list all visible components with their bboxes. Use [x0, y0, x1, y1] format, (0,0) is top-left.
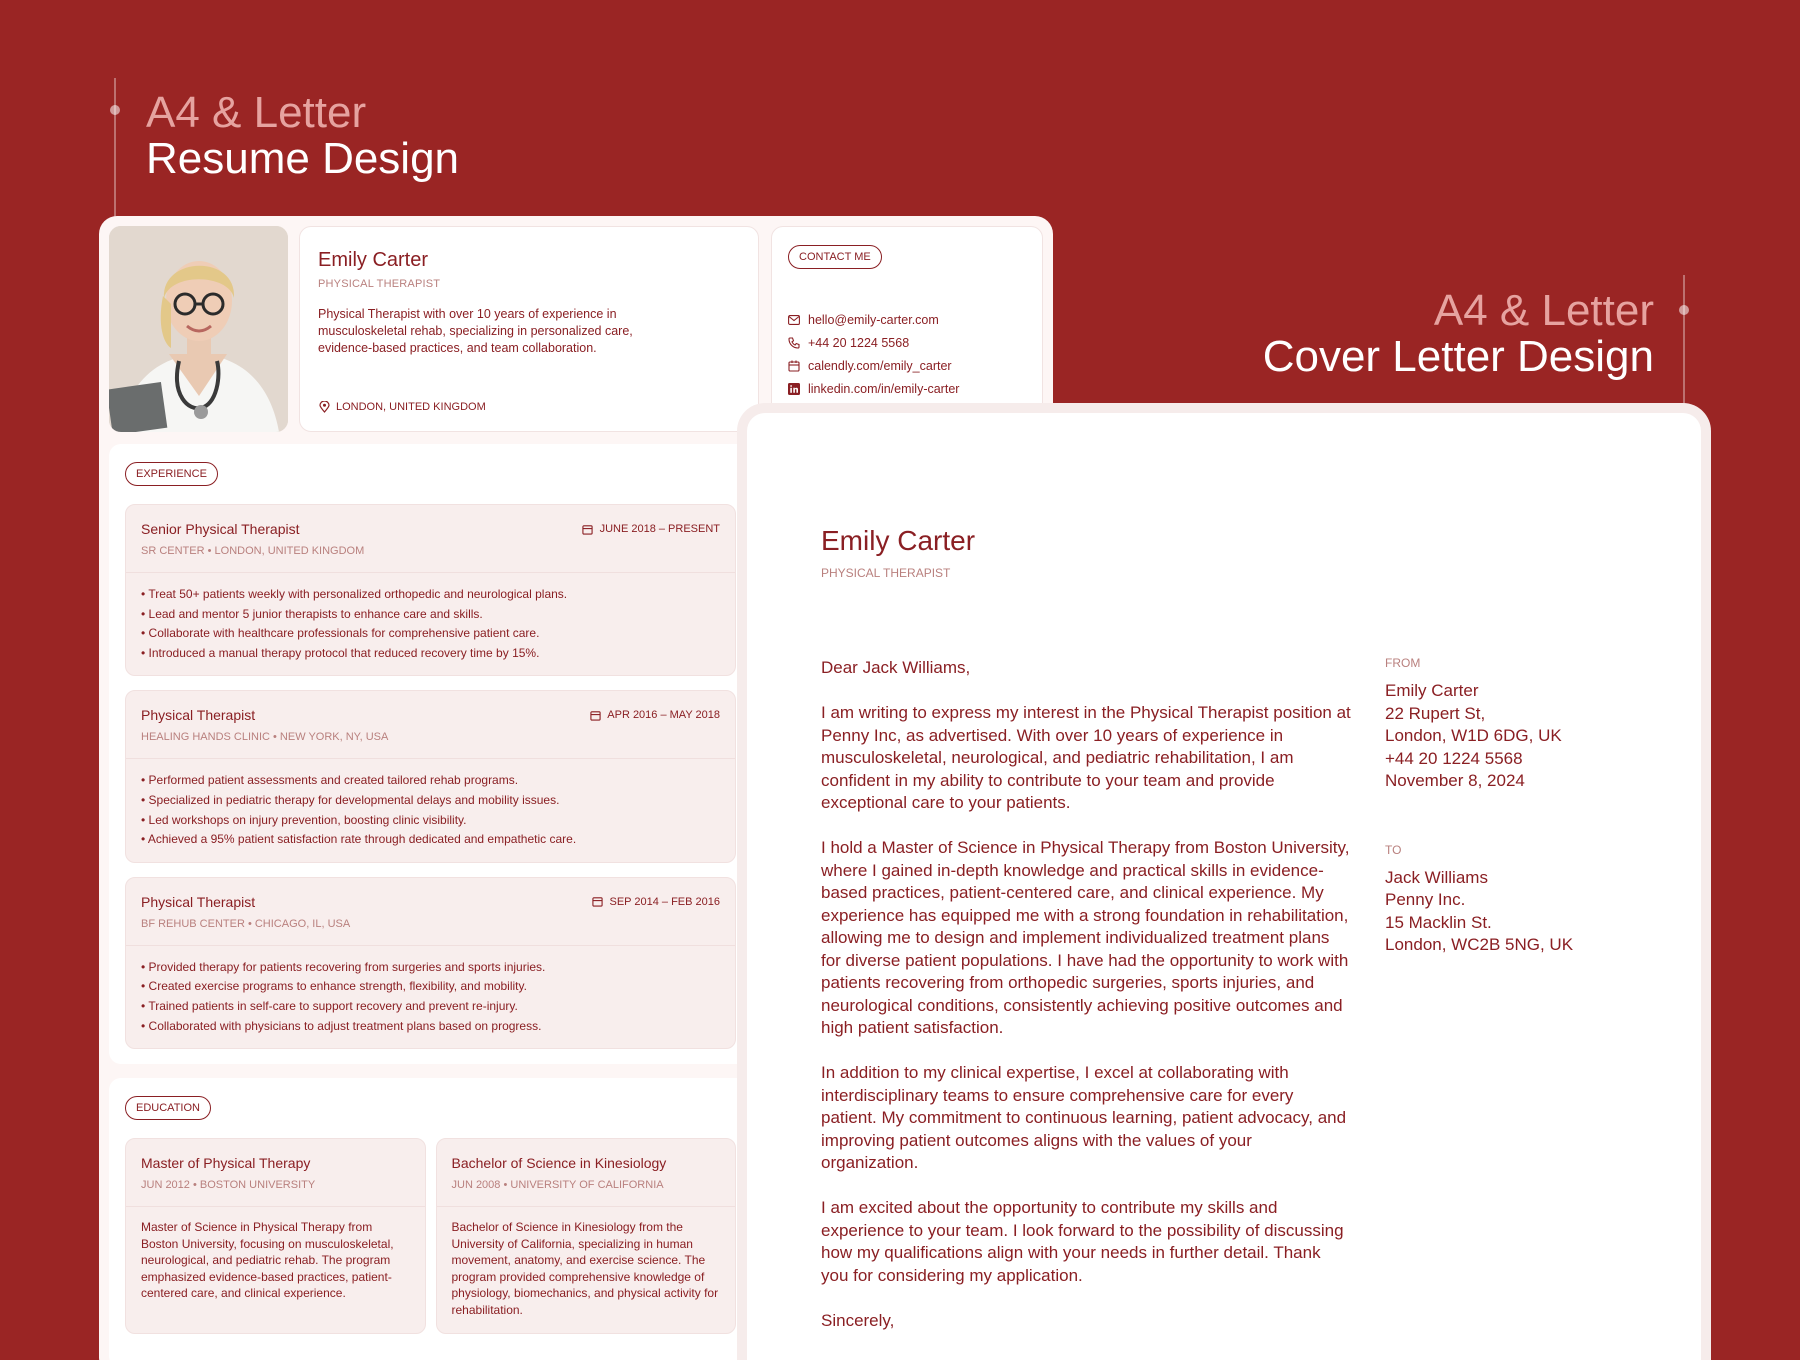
calendar-icon: [592, 896, 604, 908]
job-title: Senior Physical Therapist: [141, 521, 300, 537]
from-line: London, W1D 6DG, UK: [1385, 726, 1562, 745]
job-title: Physical Therapist: [141, 893, 256, 910]
job-bullets: [126, 573, 735, 675]
linkedin-icon: [788, 383, 800, 395]
bullet: • Led workshops on injury prevention, boosting clinic visibility.: [141, 812, 467, 827]
degree-title: Bachelor of Science in Kinesiology: [451, 1155, 667, 1171]
cover-header-big: Cover Letter Design: [1262, 332, 1654, 382]
job-bullets: [126, 946, 735, 1048]
letter-body: [821, 657, 1351, 1355]
phone-text: +44 20 1224 5568: [808, 336, 910, 350]
education-card: [436, 1138, 737, 1334]
from-label: FROM: [1385, 656, 1421, 670]
from-line: 22 Rupert St,: [1385, 703, 1486, 723]
from-line: Emily Carter: [1385, 681, 1479, 700]
calendar-icon: [589, 709, 601, 721]
job-subtitle: HEALING HANDS CLINIC • NEW YORK, NY, USA: [141, 731, 389, 744]
contact-phone[interactable]: [788, 336, 1026, 350]
contact-calendly[interactable]: [788, 359, 1026, 373]
letter-paragraph: I am writing to express my interest in the Physical Therapist position at Penny Inc, as advertised. With over 10 years of experience in musculoskeletal, neurological, and pediatric rehabilitation, I am confident in my ability to contribute to your team and provide exceptional care to your patients.: [821, 703, 1351, 812]
degree-description: Bachelor of Science in Kinesiology from the University of California, specializing in human movement, anatomy, and exercise science. The program provided comprehensive knowledge of physiology, biomechanics, and physical activity for rehabilitation.: [451, 1220, 719, 1317]
profile-photo: [109, 226, 288, 432]
cover-header: [1263, 288, 1654, 380]
resume-header-big: Resume Design: [146, 134, 460, 184]
email-text: hello@emily-carter.com: [808, 313, 939, 327]
resume-header: [146, 90, 459, 182]
bullet: • Introduced a manual therapy protocol that reduced recovery time by 15%.: [141, 645, 540, 660]
bullet: • Collaborate with healthcare professionals for comprehensive patient care.: [141, 626, 540, 641]
from-line: +44 20 1224 5568: [1385, 748, 1523, 768]
bullet: • Trained patients in self-care to support recovery and prevent re-injury.: [141, 998, 518, 1013]
bullet: • Collaborated with physicians to adjust treatment plans based on progress.: [141, 1018, 542, 1033]
from-line: November 8, 2024: [1385, 771, 1525, 790]
cover-name: Emily Carter: [821, 525, 976, 556]
contact-label: CONTACT ME: [788, 245, 882, 269]
address-block: [1385, 656, 1645, 957]
contact-card: [771, 226, 1043, 432]
bullet: • Lead and mentor 5 junior therapists to enhance care and skills.: [141, 606, 483, 621]
mail-icon: [788, 314, 800, 326]
letter-paragraph: I am excited about the opportunity to contribute my skills and experience to your team. I look forward to the possibility of discussing how my qualifications align with your needs in further detail. Thank you for considering my application.: [821, 1198, 1344, 1285]
contact-email[interactable]: [788, 313, 1026, 327]
resume-location: [318, 401, 486, 413]
resume-header-line: [114, 78, 116, 218]
job-date-text: APR 2016 – MAY 2018: [607, 709, 720, 722]
degree-title: Master of Physical Therapy: [141, 1155, 311, 1171]
location-text: LONDON, UNITED KINGDOM: [336, 401, 486, 413]
job-date-text: JUNE 2018 – PRESENT: [599, 523, 720, 535]
education-label: EDUCATION: [125, 1096, 211, 1120]
calendar-icon: [582, 523, 594, 535]
to-line: London, WC2B 5NG, UK: [1385, 935, 1574, 954]
bullet: • Treat 50+ patients weekly with personalized orthopedic and neurological plans.: [141, 587, 568, 601]
bullet: • Achieved a 95% patient satisfaction rate through dedicated and empathetic care.: [141, 832, 577, 847]
cover-role: PHYSICAL THERAPIST: [821, 566, 951, 580]
experience-label: EXPERIENCE: [125, 462, 218, 486]
job-card: [125, 504, 736, 676]
location-pin-icon: [318, 401, 330, 413]
calendly-text: calendly.com/emily_carter: [808, 359, 952, 373]
to-line: Jack Williams: [1385, 867, 1488, 887]
resume-role: PHYSICAL THERAPIST: [318, 278, 441, 290]
phone-icon: [788, 337, 800, 349]
to-line: Penny Inc.: [1385, 890, 1466, 909]
letter-greeting: Dear Jack Williams,: [821, 658, 971, 677]
letter-closing: Sincerely,: [821, 1310, 895, 1330]
job-card: [125, 877, 736, 1049]
linkedin-text: linkedin.com/in/emily-carter: [808, 382, 960, 396]
job-bullets: [126, 759, 735, 861]
resume-name: Emily Carter: [318, 249, 429, 271]
experience-section: [109, 444, 752, 1064]
job-card: [125, 690, 736, 862]
resume-summary: Physical Therapist with over 10 years of experience in musculoskeletal rehab, specializing in personalized care, evidence-based practices, and team collaboration.: [318, 307, 633, 355]
bullet: • Created exercise programs to enhance strength, flexibility, and mobility.: [141, 979, 527, 994]
resume-header-small: A4 & Letter: [146, 88, 367, 137]
job-date: [592, 896, 721, 908]
bullet: • Performed patient assessments and created tailored rehab programs.: [141, 773, 519, 788]
education-section: [109, 1078, 752, 1360]
bullet: • Provided therapy for patients recovering from surgeries and sports injuries.: [141, 959, 546, 974]
contact-linkedin[interactable]: [788, 382, 1026, 396]
resume-header-dot: [110, 105, 120, 115]
cover-letter-page: [747, 413, 1701, 1360]
cover-header-line: [1683, 275, 1685, 415]
letter-paragraph: I hold a Master of Science in Physical Therapy from Boston University, where I gained in-depth knowledge and practical skills in evidence-based practices, patient-centered care, and clinical experience. My experience has equipped me with a strong foundation in rehabilitation, allowing me to design and implement individualized treatment plans for diverse patient populations. I have had the opportunity to work with patients recovering from orthopedic surgeries, sports injuries, and neurological conditions, consistently achieving positive outcomes and high patient satisfaction.: [821, 838, 1350, 1037]
job-subtitle: BF REHUB CENTER • CHICAGO, IL, USA: [141, 917, 351, 930]
job-subtitle: SR CENTER • LONDON, UNITED KINGDOM: [141, 545, 365, 557]
job-date-text: SEP 2014 – FEB 2016: [609, 895, 720, 908]
bullet: • Specialized in pediatric therapy for developmental delays and mobility issues.: [141, 792, 560, 807]
degree-description: Master of Science in Physical Therapy from Boston University, focusing on musculoskeletal, neurological, and pediatric rehab. The program emphasized evidence-based practices, patient-centered care, and clinical experience.: [141, 1220, 394, 1300]
degree-subtitle: JUN 2012 • BOSTON UNIVERSITY: [141, 1179, 316, 1191]
cover-header-small: A4 & Letter: [1433, 286, 1654, 335]
cover-header-dot: [1679, 305, 1689, 315]
calendar-icon: [788, 360, 800, 372]
job-date: [582, 523, 720, 535]
job-date: [589, 709, 720, 721]
to-line: 15 Macklin St.: [1385, 912, 1492, 932]
letter-paragraph: In addition to my clinical expertise, I excel at collaborating with interdisciplinary teams to ensure comprehensive care for every patient. My commitment to continuous learning, patient advocacy, and improving patient outcomes aligns with the values of your organization.: [821, 1063, 1347, 1172]
education-card: [125, 1138, 426, 1334]
resume-header-card: [299, 226, 759, 432]
to-label: TO: [1385, 842, 1402, 857]
job-title: Physical Therapist: [141, 707, 256, 724]
degree-subtitle: JUN 2008 • UNIVERSITY OF CALIFORNIA: [451, 1179, 664, 1191]
